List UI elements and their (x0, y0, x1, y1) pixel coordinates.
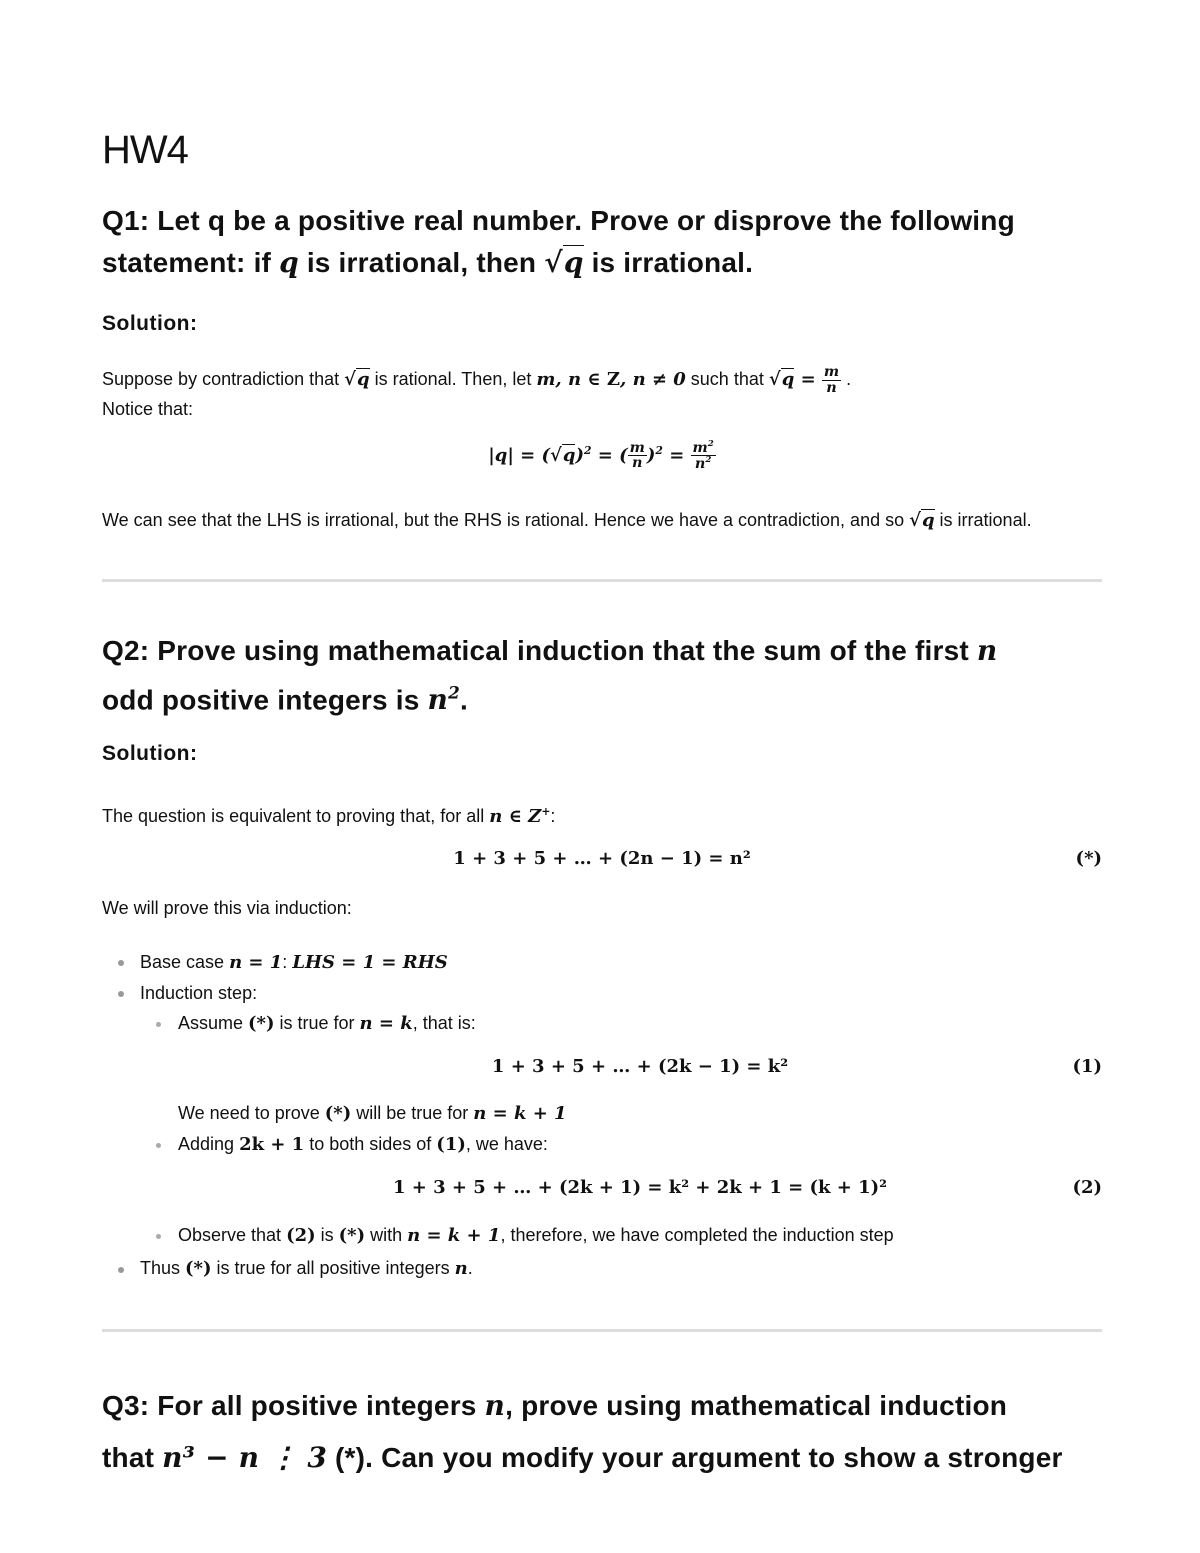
q2-equation-2: 1 + 3 + 5 + … + (2k + 1) = k² + 2k + 1 = (k + 1)² (392, 1177, 888, 1198)
q2-equation-1-label: (1) (1072, 1056, 1102, 1077)
list-item-observe: Observe that (2) is (*) with n = k + 1, therefore, we have completed the induction step (178, 1225, 894, 1246)
list-item-base-case: Base case n = 1: LHS = 1 = RHS (140, 952, 448, 973)
need-to-prove: We need to prove (*) will be true for n = k + 1 (178, 1103, 567, 1124)
q1-paragraph: Suppose by contradiction that √q is rational. Then, let m, n ∈ Z, n ≠ 0 such that √q = $\frac{m}{n}$ . Notice that: (102, 363, 852, 419)
bullet (118, 960, 124, 966)
bullet (156, 1022, 161, 1027)
q1-conclusion: We can see that the LHS is irrational, but the RHS is rational. Hence we have a contradiction, and so √q is irrational. (102, 510, 1032, 531)
q2-equation-star-label: (*) (1075, 848, 1102, 869)
section-divider (102, 579, 1102, 582)
bullet (118, 1267, 124, 1273)
q2-equation-star: 1 + 3 + 5 + … + (2n − 1) = n² (453, 848, 751, 869)
q2-via: We will prove this via induction: (102, 898, 352, 918)
bullet (118, 991, 124, 997)
list-item-induction-step: Induction step: (140, 983, 258, 1003)
q1-solution-label: Solution: (102, 312, 198, 335)
q2-equation-1: 1 + 3 + 5 + … + (2k − 1) = k² (491, 1056, 789, 1077)
q2-solution-label: Solution: (102, 742, 198, 765)
section-divider (102, 1329, 1102, 1332)
sqrt-q-symbol: √q (544, 246, 584, 279)
list-item-assume: Assume (*) is true for n = k, that is: (178, 1013, 476, 1034)
q2-heading: Q2: Prove using mathematical induction that the sum of the first n odd positive integers is $n^2$. (102, 634, 998, 717)
list-item-thus: Thus (*) is true for all positive integers n. (140, 1258, 473, 1279)
list-item-adding: Adding 2k + 1 to both sides of (1), we have: (178, 1134, 548, 1155)
page-title: HW4 (102, 128, 188, 172)
bullet (156, 1143, 161, 1148)
q1-display-equation: $|q| = (√q)^2$ = ( $\frac{m}{n}$ )$^2$ = $\frac{m^2}{n^2}$ (488, 438, 714, 472)
q2-intro: The question is equivalent to proving that, for all n ∈ Z+: (102, 805, 556, 827)
bullet (156, 1234, 161, 1239)
q1-heading: Q1: Let q be a positive real number. Prove or disprove the following statement: if q is irrational, then √q is irrational. (102, 205, 1015, 279)
q2-equation-2-label: (2) (1072, 1177, 1102, 1198)
q3-heading: Q3: For all positive integers n, prove using mathematical induction that n³ − n ⋮ 3 (*). Can you modify your argument to show a stronger (102, 1389, 1063, 1474)
